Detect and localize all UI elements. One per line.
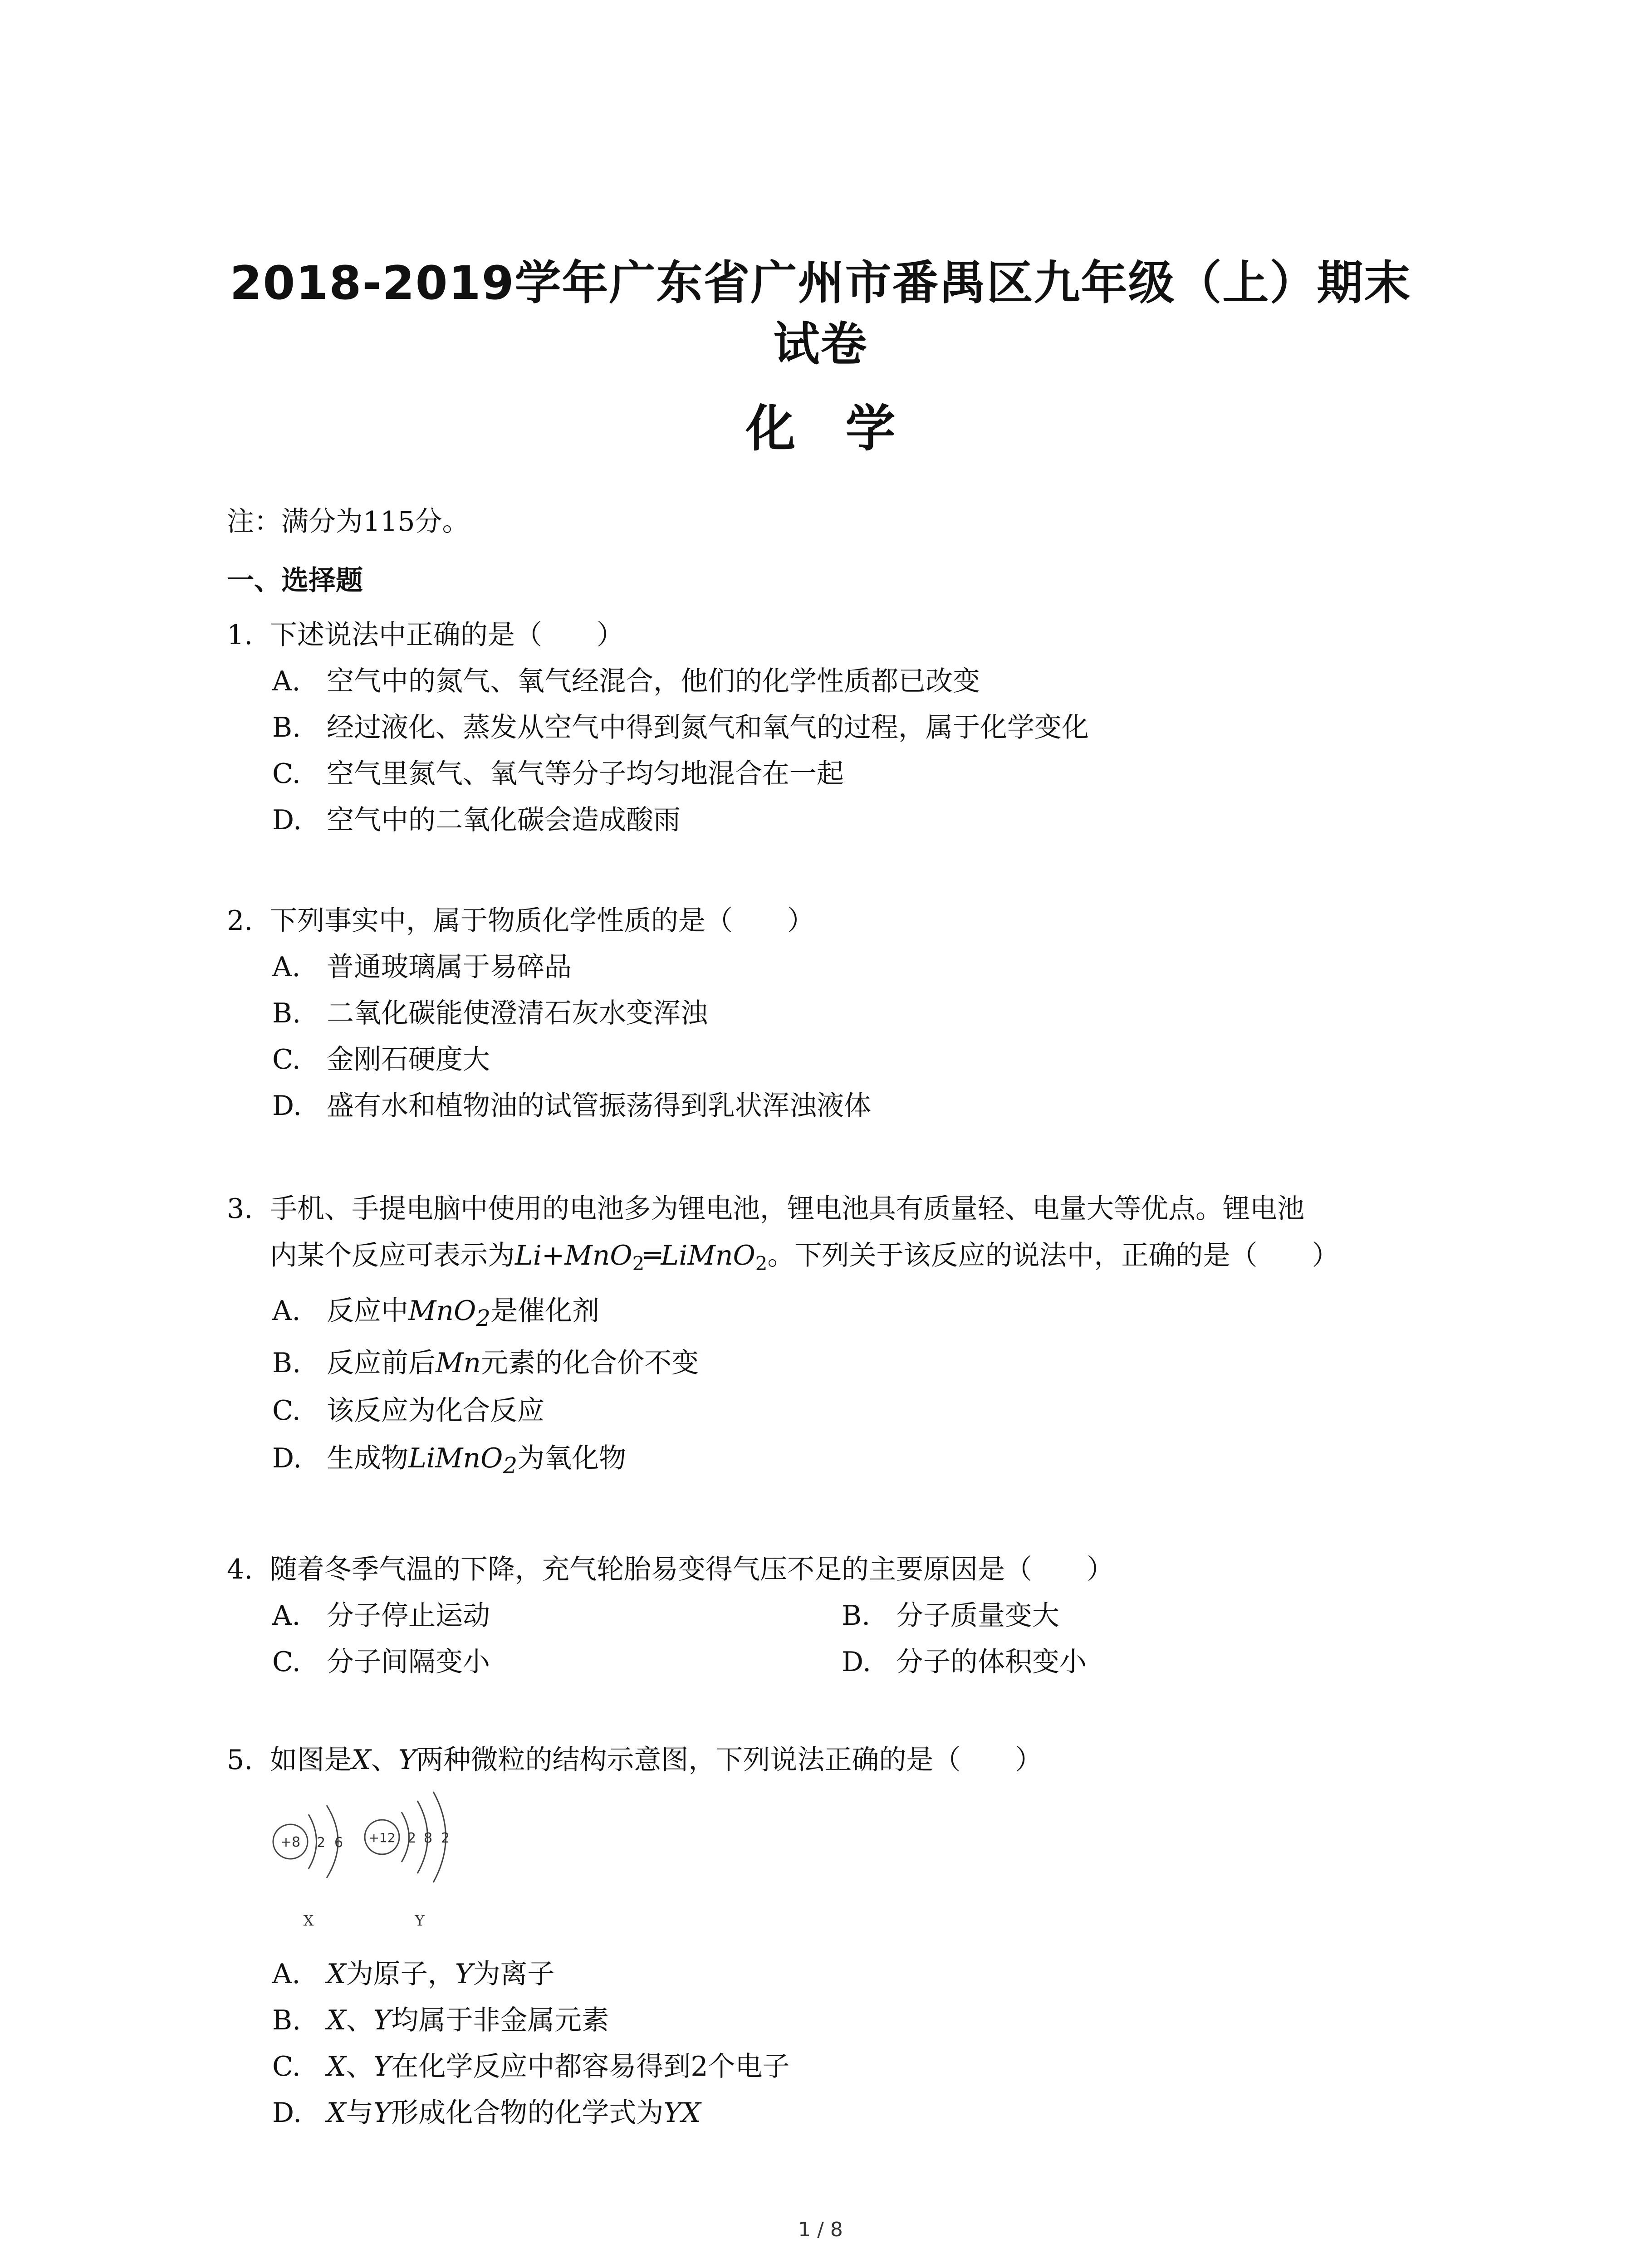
- question-text: 下列事实中，属于物质化学性质的是（ ）: [270, 905, 814, 937]
- electron-count: 2: [407, 1830, 416, 1846]
- particle-label: X: [303, 1912, 314, 1929]
- option-text: 经过液化、蒸发从空气中得到氮气和氧气的过程，属于化学变化: [327, 712, 1089, 743]
- question-1-stem: [227, 617, 624, 653]
- symbol: Y: [455, 1958, 473, 1990]
- option-letter: C.: [272, 758, 301, 790]
- question-3-stem-line2: [270, 1237, 1339, 1282]
- option-letter: A.: [272, 1295, 301, 1327]
- q2-option-d: [272, 1088, 871, 1124]
- option-letter: B.: [842, 1600, 871, 1632]
- reaction-left: Li+MnO: [515, 1240, 632, 1271]
- option-text: 、: [346, 2051, 373, 2082]
- option-letter: B.: [272, 997, 301, 1029]
- symbol: Y: [373, 2004, 392, 2036]
- q2-option-c: [272, 1041, 490, 1078]
- q3-option-d: [272, 1440, 626, 1484]
- question-number: 4.: [227, 1554, 253, 1585]
- symbol-y: Y: [398, 1744, 416, 1776]
- option-text: 空气中的氮气、氧气经混合，他们的化学性质都已改变: [327, 665, 980, 697]
- q5-option-a: [272, 1956, 554, 1992]
- formula: Mn: [436, 1347, 481, 1379]
- question-text: 。下列关于该反应的说法中，正确的是（ ）: [767, 1240, 1339, 1271]
- subscript: 2: [755, 1252, 768, 1275]
- q1-option-c: [272, 756, 844, 792]
- option-text: 与: [346, 2097, 373, 2129]
- option-letter: B.: [272, 1347, 301, 1379]
- exam-title-line1: 2018-2019学年广东省广州市番禺区九年级（上）期末: [230, 256, 1411, 310]
- q5-option-b: [272, 2002, 609, 2038]
- option-letter: C.: [272, 1395, 301, 1427]
- question-4-stem: [227, 1551, 1114, 1588]
- symbol: X: [327, 2004, 346, 2036]
- option-letter: A.: [272, 951, 301, 983]
- question-3-stem-line1: [227, 1191, 1304, 1227]
- electron-count: 2: [441, 1830, 450, 1846]
- question-number: 3.: [227, 1193, 253, 1225]
- q3-option-a: [272, 1293, 599, 1336]
- score-note: 注：满分为115分。: [227, 506, 470, 538]
- option-letter: A.: [272, 1600, 301, 1632]
- option-text: 盛有水和植物油的试管振荡得到乳状浑浊液体: [327, 1090, 871, 1122]
- q1-option-d: [272, 802, 681, 838]
- q4-option-c: [272, 1644, 490, 1680]
- formula: MnO: [408, 1295, 476, 1327]
- option-letter: D.: [272, 804, 302, 836]
- option-text: 空气里氮气、氧气等分子均匀地混合在一起: [327, 758, 844, 790]
- option-letter: B.: [272, 712, 301, 743]
- subscript: 2: [476, 1305, 491, 1331]
- option-letter: C.: [272, 2051, 301, 2082]
- question-5-stem: [227, 1742, 1042, 1778]
- q5-option-d: [272, 2095, 701, 2131]
- electron-count: 6: [334, 1835, 343, 1851]
- symbol: YX: [663, 2097, 701, 2129]
- q1-option-b: [272, 709, 1089, 746]
- question-text: 内某个反应可表示为: [270, 1240, 515, 1271]
- q5-option-c: [272, 2048, 790, 2085]
- question-2-stem: [227, 903, 814, 939]
- symbol-x: X: [352, 1744, 371, 1776]
- electron-shell-arc: [309, 1814, 317, 1869]
- option-text: 金刚石硬度大: [327, 1044, 490, 1075]
- option-text: 该反应为化合反应: [327, 1395, 544, 1427]
- q4-option-b: [842, 1598, 1059, 1634]
- formula: LiMnO: [408, 1442, 503, 1474]
- option-letter: D.: [272, 1090, 302, 1122]
- electron-count: 8: [424, 1830, 433, 1846]
- option-letter: D.: [272, 2097, 302, 2129]
- option-text: 为离子: [473, 1958, 555, 1990]
- option-text: 反应前后: [327, 1347, 436, 1379]
- option-text: 为氧化物: [517, 1442, 627, 1474]
- option-letter: D.: [272, 1442, 302, 1474]
- option-text: 二氧化碳能使澄清石灰水变浑浊: [327, 997, 708, 1029]
- option-text: 反应中: [327, 1295, 408, 1327]
- nucleus-charge: +12: [368, 1830, 396, 1845]
- particle-label: Y: [415, 1912, 425, 1929]
- symbol: X: [327, 2097, 346, 2129]
- q4-option-d: [842, 1644, 1087, 1680]
- option-text: 是催化剂: [490, 1295, 600, 1327]
- option-text: 分子的体积变小: [896, 1646, 1087, 1678]
- q2-option-b: [272, 995, 708, 1031]
- option-text: 在化学反应中都容易得到2个电子: [391, 2051, 790, 2082]
- particle-x: [273, 1805, 343, 1929]
- option-text: 生成物: [327, 1442, 408, 1474]
- option-text: 分子间隔变小: [327, 1646, 490, 1678]
- question-text: 随着冬季气温的下降，充气轮胎易变得气压不足的主要原因是（ ）: [270, 1554, 1114, 1585]
- symbol: X: [327, 2051, 346, 2082]
- subject-char-2: 学: [845, 400, 896, 458]
- option-text: 分子质量变大: [896, 1600, 1059, 1632]
- option-text: 空气中的二氧化碳会造成酸雨: [327, 804, 681, 836]
- reaction-right: ═LiMnO: [644, 1240, 755, 1271]
- question-text: 下述说法中正确的是（ ）: [270, 619, 624, 651]
- question-text: 手机、手提电脑中使用的电池多为锂电池，锂电池具有质量轻、电量大等优点。锂电池: [270, 1193, 1304, 1225]
- option-text: 为原子，: [346, 1958, 455, 1990]
- q3-option-c: [272, 1393, 544, 1429]
- option-letter: C.: [272, 1646, 301, 1678]
- subject-heading: [136, 397, 1505, 460]
- subscript: 2: [503, 1452, 518, 1479]
- reaction-equation: [515, 1240, 768, 1275]
- page-number: 1 / 8: [798, 2218, 843, 2241]
- symbol: X: [327, 1958, 346, 1990]
- question-number: 1.: [227, 619, 253, 651]
- option-letter: A.: [272, 665, 301, 697]
- question-text: 如图是: [270, 1744, 352, 1776]
- option-text: 普通玻璃属于易碎品: [327, 951, 572, 983]
- option-text: 、: [346, 2004, 373, 2036]
- subject-char-1: 化: [745, 400, 796, 458]
- option-text: 分子停止运动: [327, 1600, 490, 1632]
- particle-y: [365, 1792, 450, 1929]
- option-letter: B.: [272, 2004, 301, 2036]
- q4-option-a: [272, 1598, 490, 1634]
- option-text: 形成化合物的化学式为: [391, 2097, 664, 2129]
- q1-option-a: [272, 663, 980, 699]
- question-text: 两种微粒的结构示意图，下列说法正确的是（ ）: [416, 1744, 1043, 1776]
- option-letter: C.: [272, 1044, 301, 1075]
- question-number: 5.: [227, 1744, 253, 1776]
- q3-option-b: [272, 1345, 699, 1381]
- question-number: 2.: [227, 905, 253, 937]
- option-letter: D.: [842, 1646, 872, 1678]
- electron-count: 2: [317, 1835, 326, 1851]
- symbol: Y: [373, 2097, 392, 2129]
- q2-option-a: [272, 949, 572, 985]
- nucleus-charge: +8: [280, 1834, 301, 1850]
- option-text: 元素的化合价不变: [481, 1347, 699, 1379]
- particle-structure-diagram: [263, 1787, 490, 1946]
- section-heading: 一、选择题: [227, 565, 363, 596]
- separator: 、: [371, 1744, 398, 1776]
- option-letter: A.: [272, 1958, 301, 1990]
- symbol: Y: [373, 2051, 392, 2082]
- subscript: 2: [632, 1252, 645, 1275]
- exam-title-line2: 试卷: [773, 318, 868, 371]
- option-text: 均属于非金属元素: [391, 2004, 609, 2036]
